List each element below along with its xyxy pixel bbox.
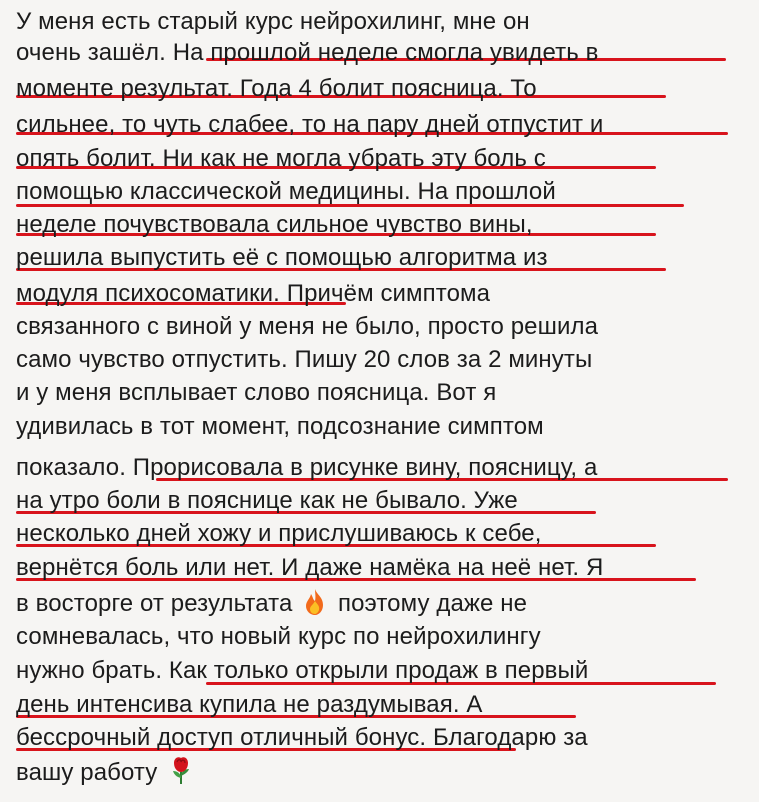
text-line: решила выпустить её с помощью алгоритма из <box>16 244 548 271</box>
text-line <box>16 587 527 621</box>
text-line: вернётся боль или нет. И даже намёка на неё нет. Я <box>16 554 604 581</box>
text-line: сомневалась, что новый курс по нейрохилингу <box>16 623 541 650</box>
text-line: несколько дней хожу и прислушиваюсь к себе, <box>16 520 542 547</box>
text-line <box>16 755 198 789</box>
text-line: сильнее, то чуть слабее, то на пару дней отпустит и <box>16 111 604 138</box>
text-line: день интенсива купила не раздумывая. А <box>16 691 483 718</box>
text-line: нужно брать. Как только открыли продаж в первый <box>16 657 589 684</box>
text-line: очень зашёл. На прошлой неделе смогла увидеть в <box>16 39 599 66</box>
text-line: связанного с виной у меня не было, просто решила <box>16 313 599 340</box>
text-line: показало. Прорисовала в рисунке вину, поясницу, а <box>16 454 598 481</box>
text-line: на утро боли в пояснице как не бывало. Уже <box>16 487 518 514</box>
text-line: бессрочный доступ отличный бонус. Благодарю за <box>16 724 588 751</box>
text-segment: поэтому даже не <box>337 590 528 617</box>
text-segment: в восторге от результата <box>16 590 293 617</box>
text-line: удивилась в тот момент, подсознание симптом <box>16 413 544 440</box>
text-line: неделе почувствовала сильное чувство вины, <box>16 211 533 238</box>
rose-emoji-icon <box>168 755 194 795</box>
text-segment: вашу работу <box>16 759 158 786</box>
text-line: и у меня всплывает слово поясница. Вот я <box>16 379 497 406</box>
text-line: модуля психосоматики. Причём симптома <box>16 280 491 307</box>
text-line: само чувство отпустить. Пишу 20 слов за 2 минуты <box>16 346 593 373</box>
text-line: моменте результат. Года 4 болит поясница. То <box>16 75 537 102</box>
text-line: У меня есть старый курс нейрохилинг, мне он <box>16 8 530 35</box>
text-line: опять болит. Ни как не могла убрать эту боль с <box>16 145 546 172</box>
testimonial-text <box>16 0 746 802</box>
text-line: помощью классической медицины. На прошлой <box>16 178 556 205</box>
